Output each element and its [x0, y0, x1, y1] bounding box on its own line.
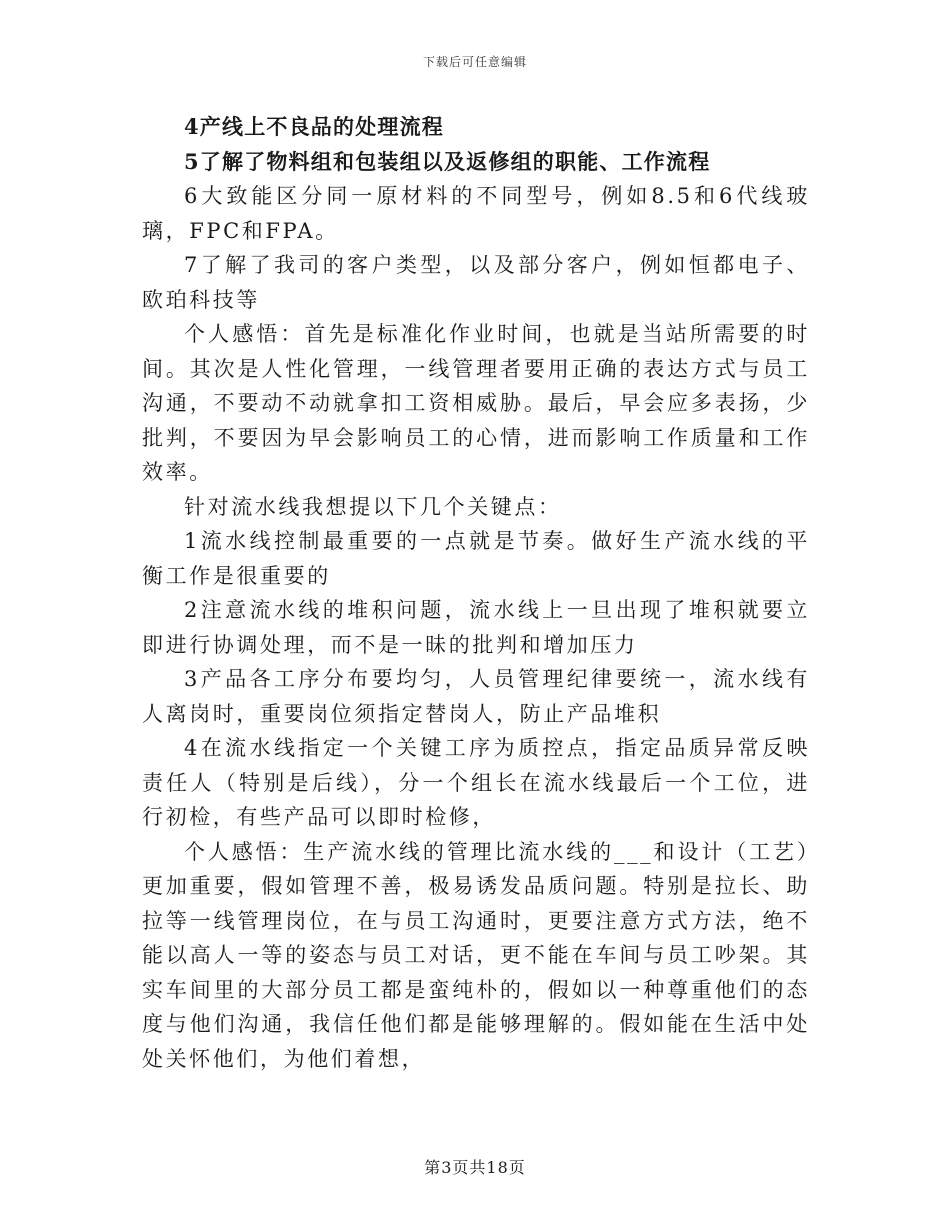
section-heading: 4产线上不良品的处理流程 — [184, 114, 445, 139]
body-paragraph: 个人感悟：首先是标准化作业时间，也就是当站所需要的时间。其次是人性化管理，一线管理者要用正确的表达方式与员工沟通，不要动不动就拿扣工资相威胁。最后，早会应多表扬，少批判，不要因为早会影响员工的心情，进而影响工作质量和工作效率。 — [142, 322, 810, 484]
document-body — [142, 110, 810, 1076]
body-paragraph: 6大致能区分同一原材料的不同型号，例如8.5和6代线玻璃，FPC和FPA。 — [142, 184, 810, 243]
body-paragraph: 7了解了我司的客户类型，以及部分客户，例如恒都电子、欧珀科技等 — [142, 253, 810, 312]
page-header: 下载后可任意编辑 — [422, 55, 527, 69]
body-paragraph: 3产品各工序分布要均匀，人员管理纪律要统一，流水线有人离岗时，重要岗位须指定替岗人，防止产品堆积 — [142, 667, 810, 726]
body-paragraph: 1流水线控制最重要的一点就是节奏。做好生产流水线的平衡工作是很重要的 — [142, 529, 810, 588]
body-paragraph: 针对流水线我想提以下几个关键点： — [184, 494, 562, 519]
body-paragraph: 个人感悟：生产流水线的管理比流水线的___和设计（工艺）更加重要，假如管理不善，极易诱发品质问题。特别是拉长、助拉等一线管理岗位，在与员工沟通时，更要注意方式方法，绝不能以高人一等的姿态与员工对话，更不能在车间与员工吵架。其实车间里的大部分员工都是蛮纯朴的，假如以一种尊重他们的态度与他们沟通，我信任他们都是能够理解的。假如能在生活中处处关怀他们，为他们着想， — [142, 839, 810, 1071]
page-number-footer: 第3页共18页 — [424, 1158, 526, 1177]
body-paragraph: 2注意流水线的堆积问题，流水线上一旦出现了堆积就要立即进行协调处理，而不是一昧的批判和增加压力 — [142, 598, 810, 657]
section-heading: 5了解了物料组和包装组以及返修组的职能、工作流程 — [184, 148, 711, 174]
body-paragraph: 4在流水线指定一个关键工序为质控点，指定品质异常反映责任人（特别是后线），分一个组长在流水线最后一个工位，进行初检，有些产品可以即时检修， — [142, 736, 810, 829]
